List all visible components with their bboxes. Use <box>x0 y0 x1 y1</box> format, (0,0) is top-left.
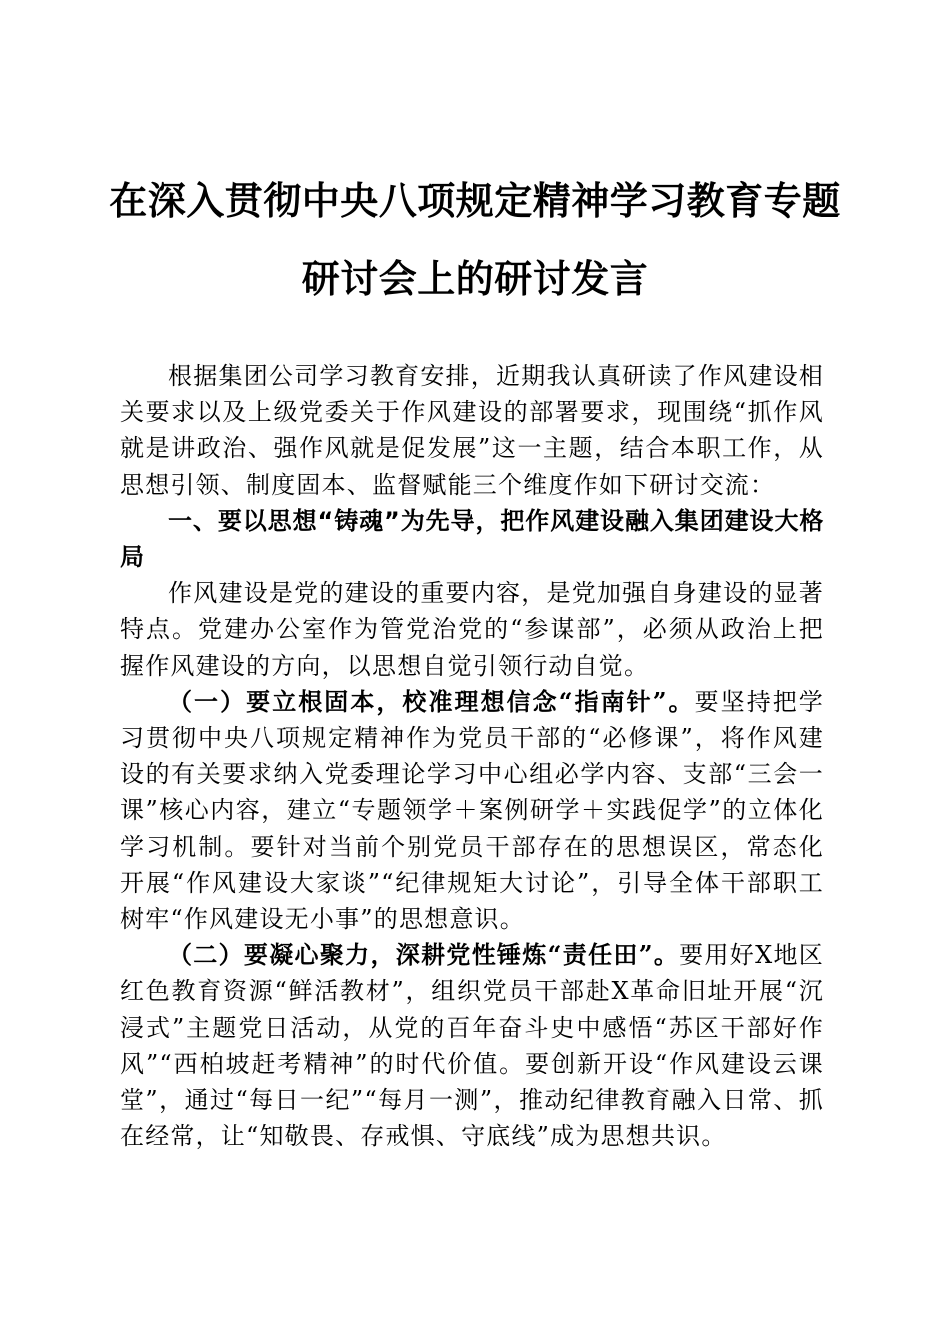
section-heading: 一、要以思想“铸魂”为先导，把作风建设融入集团建设大格局 <box>120 506 824 572</box>
item-paragraph-2 <box>120 937 824 1154</box>
document-title: 在深入贯彻中央八项规定精神学习教育专题研讨会上的研讨发言 <box>109 178 841 301</box>
intro-paragraph: 根据集团公司学习教育安排，近期我认真研读了作风建设相关要求以及上级党委关于作风建设的部署要求，现围绕“抓作风就是讲政治、强作风就是促发展”这一主题，结合本职工作，从思想引领、制度固本、监督赋能三个维度作如下研讨交流： <box>120 362 824 499</box>
item-lead-1: （一）要立根固本，校准理想信念“指南针”。 <box>168 686 695 716</box>
section-paragraph: 作风建设是党的建设的重要内容，是党加强自身建设的显著特点。党建办公室作为管党治党的“参谋部”，必须从政治上把握作风建设的方向，以思想自觉引领行动自觉。 <box>120 579 824 680</box>
document-body <box>120 358 824 1154</box>
item-text-2: 要用好X地区红色教育资源“鲜活教材”，组织党员干部赴X革命旧址开展“沉浸式”主题党日活动，从党的百年奋斗史中感悟“苏区干部好作风”“西柏坡赶考精神”的时代价值。要创新开设“作风建设云课堂”，通过“每日一纪”“每月一测”，推动纪律教育融入日常、抓在经常，让“知敬畏、存戒惧、守底线”成为思想共识。 <box>120 941 824 1151</box>
item-paragraph-1 <box>120 684 824 937</box>
item-text-1: 要坚持把学习贯彻中央八项规定精神作为党员干部的“必修课”，将作风建设的有关要求纳入党委理论学习中心组必学内容、支部“三会一课”核心内容，建立“专题领学＋案例研学＋实践促学”的立体化学习机制。要针对当前个别党员干部存在的思想误区，常态化开展“作风建设大家谈”“纪律规矩大讨论”，引导全体干部职工树牢“作风建设无小事”的思想意识。 <box>120 687 824 934</box>
item-lead-2: （二）要凝心聚力，深耕党性锤炼“责任田”。 <box>168 940 680 970</box>
